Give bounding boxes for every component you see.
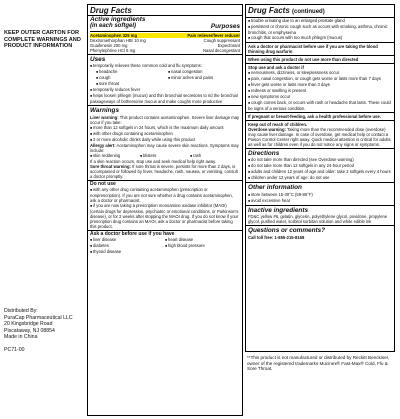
ingredient-purpose: Expectorant <box>217 43 240 48</box>
keep-out-text: Keep out of reach of children. <box>248 122 308 127</box>
ask-doctor-item: ■ high blood pressure <box>165 243 240 249</box>
symptom-item: ■ cough <box>96 75 168 81</box>
liver-warning-text: This product contains acetaminophen. Severe liver damage may occur if you take: <box>90 114 240 125</box>
symptom-list <box>90 69 240 87</box>
uses-heading: Uses <box>90 56 106 63</box>
overdose-warning <box>248 127 392 147</box>
ingredient-purpose: Pain reliever/fever reducer <box>187 33 240 38</box>
stop-item: ■ nervousness, dizziness, or sleeplessness occur <box>248 70 392 76</box>
warnings-heading: Warnings <box>90 107 119 115</box>
ingredient-name: Guaifenesin 200 mg <box>90 43 128 48</box>
panel-title: Drug Facts <box>88 5 242 16</box>
directions-item: ■ children under 12 years of age: do not use <box>248 175 392 181</box>
product-code: PC71-00 <box>4 346 25 353</box>
outer-carton-warning: KEEP OUTER CARTON FOR COMPLETE WARNINGS AND PRODUCT INFORMATION <box>4 30 81 50</box>
drug-facts-panel-2 <box>245 4 395 414</box>
when-using-heading: When using this product do not use more than directed <box>248 57 359 62</box>
directions-item: ■ adults and children 12 years of age and older: take 2 softgels every 4 hours <box>248 169 392 175</box>
allergy-item: ■ rash <box>190 153 240 159</box>
overdose-text: Taking more than the recommended dose (overdose) may cause liver damage. In case of overdose, get medical help or contact a Poison Control Center right away. Quick medical attention is critical for adults as well as for children even if you do not notice any signs or symptoms. <box>248 127 391 147</box>
ask-doctor-item: ■ liver disease <box>90 237 165 243</box>
active-ingredients-heading: Active ingredients <box>90 16 146 23</box>
do-not-use-heading: Do not use <box>90 180 116 187</box>
top-item: ■ persistent or chronic cough such as occurs with smoking, asthma, chronic bronchitis, or emphysema <box>248 24 392 35</box>
drug-facts-panel-1 <box>87 4 243 416</box>
ingredient-purpose: Nasal decongestant <box>202 48 240 53</box>
panel-2-title-cont: (continued) <box>292 9 325 15</box>
ingredient-name: Phenylephrine HCl 5 mg <box>90 48 136 53</box>
other-item: ■ avoid excessive heat <box>248 198 392 204</box>
symptom-item: ■ sore throat <box>96 81 168 87</box>
do-not-use-item: ■ if you are now taking a prescription monoamine oxidase inhibitor (MAOI) (certain drugs for depression, psychiatric or emotional conditions, or Parkinson's disease), or for 2 weeks after stopping the MAOI drug. If you do not know if your prescription drug contains an MAOI, ask a doctor or pharmacist before taking this product. <box>90 203 240 229</box>
ask-doctor-list <box>90 237 240 255</box>
stop-item: ■ redness or swelling is present <box>248 88 392 94</box>
directions-item: ■ do not take more than directed (see Overdose warning) <box>248 157 392 163</box>
questions-text: Call toll free: 1-855-215-8168 <box>248 234 305 240</box>
other-item: ■ store between 15-30°C (59-86°F) <box>248 192 392 198</box>
panel-2-box <box>245 4 395 352</box>
stop-item: ■ fever gets worse or lasts more than 3 days <box>248 82 392 88</box>
stop-use-heading: Stop use and ask a doctor if <box>248 65 304 70</box>
panel-2-title-text: Drug Facts <box>248 6 290 15</box>
active-ingredients-sub: (in each softgel) <box>90 23 137 30</box>
allergy-alert-text: Acetaminophen may cause severe skin reactions. Symptoms may include: <box>90 142 239 153</box>
liver-item: ■ 3 or more alcoholic drinks daily while using this product <box>90 137 240 143</box>
inactive-heading: Inactive ingredients <box>248 206 309 214</box>
pregnant-text: If pregnant or breast-feeding, ask a health professional before use. <box>248 114 381 119</box>
ask-doctor-heading: Ask a doctor before use if you have <box>90 230 175 237</box>
allergy-symptom-list <box>90 153 240 159</box>
top-item: ■ trouble urinating due to an enlarged prostate gland <box>248 18 392 24</box>
distributor-line: 20 Kingsbridge Road <box>4 321 53 328</box>
purposes-heading: Purposes <box>210 22 240 30</box>
liver-item: ■ more than 12 softgels in 24 hours, which is the maximum daily amount <box>90 125 240 131</box>
allergy-alert-label: Allergy alert: <box>90 142 116 148</box>
allergy-alert <box>90 143 240 153</box>
distributor-block <box>4 308 84 354</box>
uses-phlegm: ■ helps loosen phlegm (mucus) and thin bronchial secretions to rid the bronchial passageways of bothersome mucus and make coughs more productive <box>90 93 240 104</box>
distributor-line: PuraCap Pharmaceutical LLC <box>4 314 73 321</box>
other-info-heading: Other information <box>248 184 302 192</box>
symptom-item: ■ nasal congestion <box>168 69 240 75</box>
distributor-line: Piscataway, NJ 08854 <box>4 327 55 334</box>
allergy-item: ■ blisters <box>140 153 190 159</box>
directions-item: ■ do not take more than 12 softgels in any 24-hour period <box>248 163 392 169</box>
top-item: ■ cough that occurs with too much phlegm (mucus) <box>248 35 392 41</box>
do-not-use-item: ■ with any other drug containing acetaminophen (prescription or nonprescription). If you are not sure whether a drug contains acetaminophen, ask a doctor or pharmacist. <box>90 187 240 203</box>
sore-throat-text: If sore throat is severe, persists for more than 2 days, is accompanied or followed by fever, headache, rash, nausea, or vomiting, consult a doctor promptly. <box>90 163 238 179</box>
symptom-item: ■ minor aches and pains <box>168 75 240 81</box>
allergy-after: If a skin reaction occurs, stop use and seek medical help right away. <box>90 158 217 164</box>
uses-fever: ■ temporarily reduces fever <box>90 87 240 93</box>
ask-doctor-item: ■ heart disease <box>165 237 240 243</box>
stop-item: ■ new symptoms occur <box>248 94 392 100</box>
ingredient-name: Acetaminophen 325 mg <box>90 33 138 38</box>
ask-pharmacist-heading: Ask a doctor or pharmacist before use if you are taking the blood thinning drug warfarin <box>248 44 378 54</box>
liver-warning <box>90 115 240 125</box>
trademark-footnote: **This product is not manufactured or distributed by Reckitt Benckiser, owner of the registered trademarks Mucinex® Fast-Max® Cold, Flu & Sore Throat. <box>247 355 390 372</box>
uses-intro: ■ temporarily relieves these common cold and flu symptoms: <box>90 63 240 69</box>
inactive-text: FD&C yellow #6, gelatin, glycerin, polyethylene glycol, povidone, propylene glycol, purified water, sorbitol sorbitan solution and white edible ink <box>248 214 388 225</box>
ingredient-purpose: Cough suppressant <box>203 38 240 43</box>
ask-doctor-item: ■ thyroid disease <box>90 249 165 255</box>
distributor-line: Made in China <box>4 334 38 341</box>
liver-warning-label: Liver warning: <box>90 114 119 120</box>
sore-throat-label: Sore throat warning: <box>90 163 131 169</box>
stop-item: ■ cough comes back, or occurs with rash or headache that lasts. These could be signs of a serious condition. <box>248 100 392 111</box>
liver-item: ■ with other drugs containing acetaminophen <box>90 131 240 137</box>
directions-heading: Directions <box>248 150 280 157</box>
distributor-line: Distributed By: <box>4 308 38 314</box>
stop-item: ■ pain, nasal congestion, or cough gets worse or lasts more than 7 days <box>248 76 392 82</box>
allergy-item: ■ skin reddening <box>90 153 140 159</box>
ask-doctor-item: ■ diabetes <box>90 243 165 249</box>
sore-throat-warning <box>90 164 240 179</box>
ingredient-name: Dextromethorphan HBr 10 mg <box>90 38 146 43</box>
panel-2-title <box>246 5 394 18</box>
ingredient-row <box>90 48 240 53</box>
overdose-label: Overdose warning: <box>248 127 286 132</box>
questions-heading: Questions or comments? <box>248 227 326 235</box>
symptom-item: ■ headache <box>96 69 168 75</box>
